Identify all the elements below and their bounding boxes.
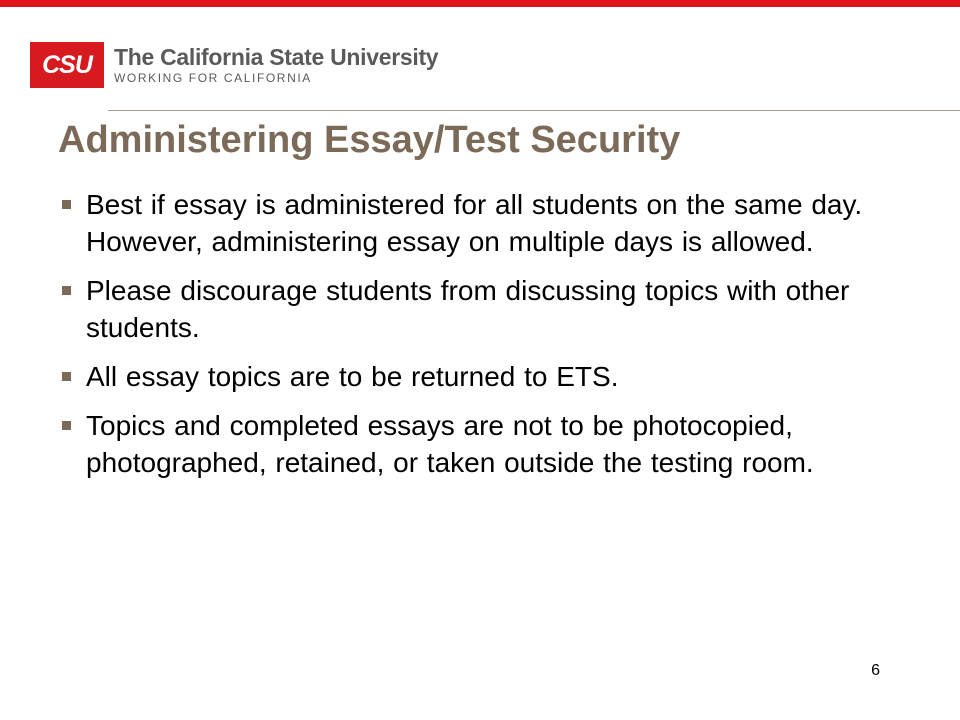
slide-title: Administering Essay/Test Security (58, 119, 681, 161)
bullet-text: Please discourage students from discussing topics with other students. (86, 275, 850, 343)
page-number: 6 (871, 662, 880, 679)
csu-logo (30, 42, 438, 88)
top-accent-bar (0, 0, 960, 7)
bullet-item (60, 272, 900, 346)
square-bullet-icon (62, 286, 71, 295)
bullet-item (60, 186, 900, 260)
csu-logo-mark: CSU (30, 42, 104, 88)
bullet-item (60, 407, 900, 481)
bullet-text: All essay topics are to be returned to ETS. (86, 361, 619, 392)
square-bullet-icon (62, 200, 71, 209)
logo-tagline: WORKING FOR CALIFORNIA (114, 70, 312, 85)
bullet-item (60, 358, 900, 395)
logo-university-name: The California State University (114, 43, 439, 70)
bullet-text: Topics and completed essays are not to be photocopied, photographed, retained, or taken outside the testing room. (86, 410, 814, 478)
square-bullet-icon (62, 372, 71, 381)
csu-logo-text (114, 45, 438, 86)
square-bullet-icon (62, 421, 71, 430)
header-divider (108, 110, 960, 111)
bullet-list (60, 186, 900, 493)
bullet-text: Best if essay is administered for all students on the same day. However, administering essay on multiple days is allowed. (86, 189, 863, 257)
